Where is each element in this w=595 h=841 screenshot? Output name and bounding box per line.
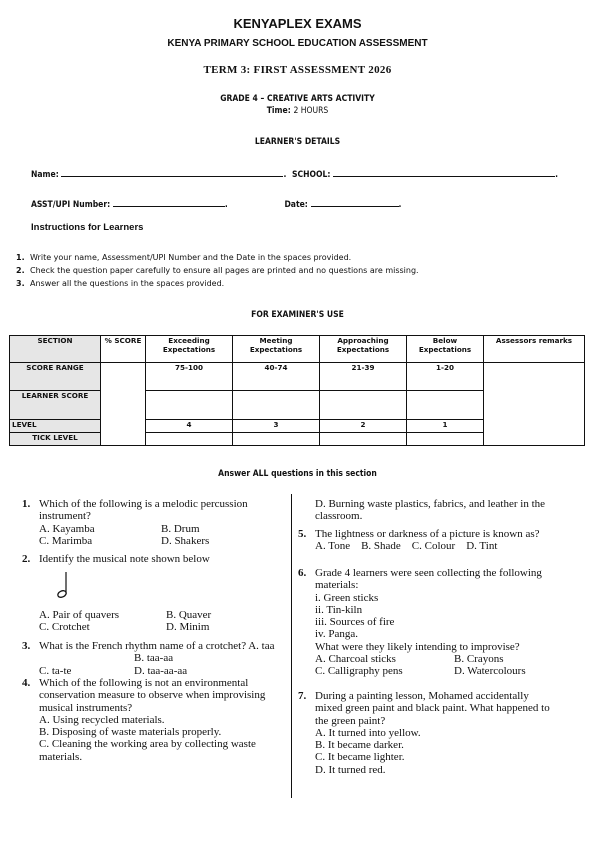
time-line <box>0 106 595 116</box>
q3-option-d[interactable]: D. taa-aa-aa <box>134 664 188 677</box>
asst-field[interactable] <box>113 196 225 207</box>
q6-option-c[interactable]: C. Calligraphy pens <box>315 665 403 678</box>
examiner-table <box>9 335 585 446</box>
q4-option-a[interactable]: A. Using recycled materials. <box>39 713 165 726</box>
date-dot: . <box>398 200 402 210</box>
q6-option-a[interactable]: A. Charcoal sticks <box>315 653 396 666</box>
q5-stem: The lightness or darkness of a picture is known as? <box>315 528 540 540</box>
learner-score-approaching[interactable] <box>320 391 407 420</box>
question-4: 4. Which of the following is not an environmental conservation measure to observe when improvising musical instruments? A. Using recycled materials. B. Disposing of waste materials properly. C. Cleaning the working area by collecting waste materials. <box>39 677 284 763</box>
row-label-learner-score: LEARNER SCORE <box>10 391 101 420</box>
q1-stem: Which of the following is a melodic percussion instrument? <box>39 498 248 523</box>
header-below: Below Expectations <box>407 336 484 363</box>
q2-option-b[interactable]: B. Quaver <box>166 609 212 621</box>
question-5: 5. The lightness or darkness of a picture is known as? A. Tone B. Shade C. Colour D. Tint <box>315 528 555 553</box>
school-label: SCHOOL: <box>292 170 331 180</box>
header-meeting: Meeting Expectations <box>233 336 320 363</box>
exam-org-title: KENYAPLEX EXAMS <box>233 16 362 31</box>
header-section: SECTION <box>10 336 101 363</box>
instruction-item: 1. Write your name, Assessment/UPI Number and the Date in the spaces provided. <box>16 253 352 262</box>
section-instruction: Answer ALL questions in this section <box>218 469 377 479</box>
level-below: 1 <box>407 420 484 433</box>
question-2: 2. Identify the musical note shown below <box>39 553 284 565</box>
tick-approaching[interactable] <box>320 433 407 446</box>
name-dot: . <box>283 170 287 180</box>
q3-option-c[interactable]: C. ta-te <box>39 664 72 677</box>
percent-score-cell[interactable] <box>101 363 146 446</box>
q5-options[interactable]: A. Tone B. Shade C. Colour D. Tint <box>315 540 498 553</box>
time-value: 2 HOURS <box>293 106 329 116</box>
learner-score-meeting[interactable] <box>233 391 320 420</box>
learner-score-exceeding[interactable] <box>146 391 233 420</box>
q1-option-b[interactable]: B. Drum <box>161 522 200 535</box>
learner-id-row <box>31 196 571 210</box>
tick-meeting[interactable] <box>233 433 320 446</box>
q7-option-a[interactable]: A. It turned into yellow. <box>315 726 421 739</box>
row-label-level: LEVEL <box>10 420 101 433</box>
learner-score-below[interactable] <box>407 391 484 420</box>
range-approaching: 21-39 <box>320 363 407 391</box>
q2-option-d[interactable]: D. Minim <box>166 621 210 634</box>
question-6: 6. Grade 4 learners were seen collecting the following materials: i. Green sticks ii. Tin-kiln iii. Sources of fire iv. Panga. What were they likely intending to improvise? A. Charcoal sticks B. Crayons C. Calligraphy pens D. Watercolours <box>315 567 555 678</box>
q6-material: iii. Sources of fire <box>315 616 395 629</box>
instructions-title: Instructions for Learners <box>31 222 144 233</box>
level-approaching: 2 <box>320 420 407 433</box>
range-exceeding: 75-100 <box>146 363 233 391</box>
q7-option-d[interactable]: D. It turned red. <box>315 763 386 776</box>
q7-option-c[interactable]: C. It became lighter. <box>315 751 405 764</box>
instruction-item: 2. Check the question paper carefully to ensure all pages are printed and no questions are missing. <box>16 266 419 275</box>
tick-exceeding[interactable] <box>146 433 233 446</box>
term-title: TERM 3: FIRST ASSESSMENT 2026 <box>203 64 392 76</box>
range-below: 1-20 <box>407 363 484 391</box>
school-dot: . <box>555 170 559 180</box>
name-label: Name: <box>31 170 59 180</box>
q1-option-c[interactable]: C. Marimba <box>39 534 93 547</box>
row-label-tick-level: TICK LEVEL <box>10 433 101 446</box>
asst-dot: . <box>224 200 228 210</box>
q6-option-d[interactable]: D. Watercolours <box>454 665 526 678</box>
instruction-item: 3. Answer all the questions in the spaces provided. <box>16 279 225 288</box>
question-2-options <box>39 609 284 634</box>
q4-option-d[interactable]: D. Burning waste plastics, fabrics, and leather in the classroom. <box>315 498 546 523</box>
examiner-title: FOR EXAMINER'S USE <box>251 310 344 320</box>
question-3: 3. What is the French rhythm name of a crotchet? A. taa B. taa-aa C. ta-te D. taa-aa-aa <box>22 640 275 677</box>
header-remarks: Assessors remarks <box>484 336 585 363</box>
q2-option-c[interactable]: C. Crotchet <box>39 621 90 634</box>
question-1: 1. Which of the following is a melodic percussion instrument? A. Kayamba B. Drum C. Marimba D. Shakers <box>39 498 284 547</box>
q6-ask: What were they likely intending to improvise? <box>315 640 520 653</box>
q1-option-d[interactable]: D. Shakers <box>161 534 210 547</box>
time-label: Time: <box>266 106 291 116</box>
tick-below[interactable] <box>407 433 484 446</box>
level-meeting: 3 <box>233 420 320 433</box>
q6-material: iv. Panga. <box>315 628 358 641</box>
name-field[interactable] <box>61 166 283 177</box>
date-label: Date: <box>284 200 308 210</box>
q6-material: ii. Tin-kiln <box>315 603 363 616</box>
minim-note-icon <box>55 570 75 600</box>
q4-option-c[interactable]: C. Cleaning the working area by collecting waste materials. <box>39 738 256 763</box>
learner-name-row <box>31 166 571 180</box>
question-4-option-d <box>315 498 555 523</box>
column-divider <box>291 494 292 798</box>
q6-stem: Grade 4 learners were seen collecting the following materials: <box>315 567 542 592</box>
q3-option-b[interactable]: B. taa-aa <box>134 652 174 665</box>
remarks-cell[interactable] <box>484 363 585 446</box>
learner-details-title: LEARNER'S DETAILS <box>254 137 341 147</box>
q1-option-a[interactable]: A. Kayamba <box>39 522 95 535</box>
header-approaching: Approaching Expectations <box>320 336 407 363</box>
grade-title: GRADE 4 – CREATIVE ARTS ACTIVITY <box>220 94 375 104</box>
q7-stem: During a painting lesson, Mohamed accidentally mixed green paint and black paint. What happened to the green paint? <box>315 690 550 727</box>
range-meeting: 40-74 <box>233 363 320 391</box>
q3-stem: What is the French rhythm name of a crotchet? A. taa <box>39 640 275 652</box>
q7-option-b[interactable]: B. It became darker. <box>315 739 404 752</box>
q6-material: i. Green sticks <box>315 591 379 604</box>
q2-stem: Identify the musical note shown below <box>39 553 210 565</box>
header-score: % SCORE <box>101 336 146 363</box>
q4-stem: Which of the following is not an environmental conservation measure to observe when improvising musical instruments? <box>39 677 266 714</box>
q2-option-a[interactable]: A. Pair of quavers <box>39 609 120 621</box>
asst-label: ASST/UPI Number: <box>31 200 111 210</box>
question-7: 7. During a painting lesson, Mohamed accidentally mixed green paint and black paint. What happened to the green paint? A. It turned into yellow. B. It became darker. C. It became lighter. D. It turned red. <box>315 690 555 776</box>
date-field[interactable] <box>311 196 399 207</box>
header-exceeding: Exceeding Expectations <box>146 336 233 363</box>
school-field[interactable] <box>333 166 555 177</box>
level-exceeding: 4 <box>146 420 233 433</box>
q6-option-b[interactable]: B. Crayons <box>454 653 504 666</box>
row-label-score-range: SCORE RANGE <box>10 363 101 391</box>
assessment-title: KENYA PRIMARY SCHOOL EDUCATION ASSESSMENT <box>167 38 428 49</box>
q4-option-b[interactable]: B. Disposing of waste materials properly. <box>39 726 222 739</box>
